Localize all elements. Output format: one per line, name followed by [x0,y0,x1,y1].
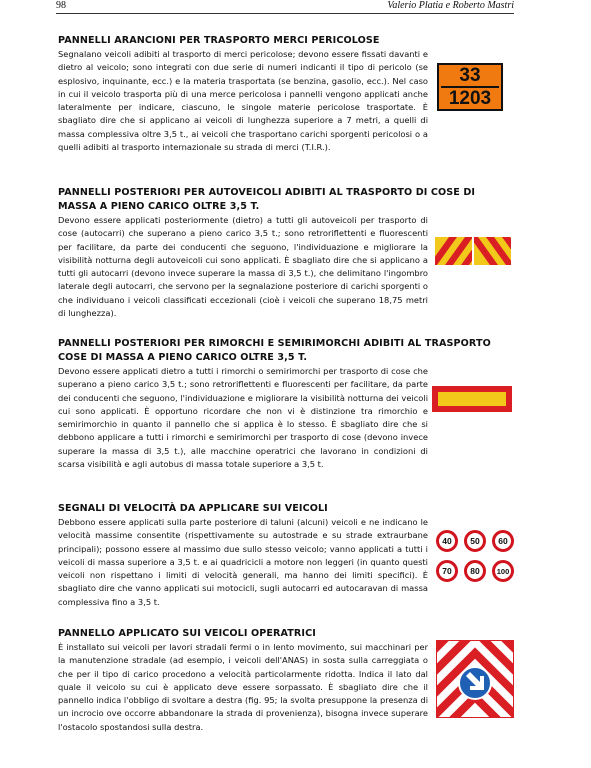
section-title: SEGNALI DI VELOCITÀ DA APPLICARE SUI VEICOLI [58,503,328,514]
section-title: PANNELLO APPLICATO SUI VEICOLI OPERATRICI [58,628,316,639]
striped-panel-right [470,237,511,265]
un-material-number: 1203 [448,87,492,109]
speed-limit-80-sign: 80 [464,560,486,582]
orange-hazard-panel [437,63,503,111]
section-title: PANNELLI POSTERIORI PER AUTOVEICOLI ADIBITI AL TRASPORTO DI COSE DI MASSA A PIENO CARICO OLTRE 3,5 T. [58,187,476,212]
section-title: PANNELLI ARANCIONI PER TRASPORTO MERCI PERICOLOSE [58,35,380,46]
section-body: Segnalano veicoli adibiti al trasporto di merci pericolose; devono essere fissati davanti e dietro al veicolo; sono integrati con due serie di numeri indicanti il tipo di pericolo (se esplosivo, inquinante, ecc.) e la materia trasportata (se benzina, gasolio, ecc.). Nel caso in cui il veicolo trasporta più di una merce pericolosa i pannelli vengono applicati anche lateralmente per indicare, ciascuno, le singole materie pericolose trasportate. È sbagliato dire che si applicano ai veicoli di lunghezza superiore a 7 metri, a quelli di massa complessiva oltre 3,5 t., ai veicoli che trasportano carichi sporgenti pericolosi o a quelli adibiti al trasporto internazionale su strada di merci (T.I.R.). [58,49,428,153]
operating-vehicle-panel-figure [436,640,514,718]
section-body: Devono essere applicati dietro a tutti i rimorchi o semirimorchi per trasporto di cose che superano a pieno carico 3,5 t.; sono retroriflettenti e fluorescenti per facilitare, da parte dei conducenti che seguono, l'individuazione e migliorare la visibilità notturna dei veicoli cui sono applicati. È opportuno ricordare che non vi è distinzione tra rimorchio e semirimorchio in quanto il pannello che si applica è lo stesso. È sbagliato dire che si debbono applicare a tutti i rimorchi e semirimorchi per trasporto di cose (devono invece superare la massa di 3,5 t.), alle macchine operatrici che lavorano in condizioni di scarsa visibilità e agli autobus di massa totale superiore a 3,5 t. [58,366,428,470]
section-speed-signs [58,502,428,609]
section-operating-vehicle-panel [58,627,428,734]
speed-limit-60-sign: 60 [492,530,514,552]
hazard-id-number: 33 [459,64,481,86]
speed-limit-40-sign: 40 [436,530,458,552]
speed-limit-100-sign: 100 [492,560,514,582]
keep-right-icon [459,667,491,699]
section-body: È installato sui veicoli per lavori stradali fermi o in lento movimento, sui macchinari per la manutenzione stradale (ad esempio, i veicoli dell'ANAS) in sosta sulla carreggiata o che per il tipo di carico procedono a velocità particolarmente ridotta. Indica il lato dal quale il veicolo su cui è applicato deve essere sorpassato. È sbagliato dire che il pannello indica l'obbligo di svoltare a destra (fig. 95; la svolta presuppone la presenza di un incrocio ove occorre abbandonare la strada di provenienza), bisogna invece superare l'ostacolo spostandosi sulla destra. [58,642,428,732]
section-orange-panels [58,34,428,154]
striped-rear-panel-figure [435,237,511,265]
section-body: Debbono essere applicati sulla parte posteriore di taluni (alcuni) veicoli e ne indicano le velocità massime consentite (rispettivamente su autostrade e su strade extraurbane principali); possono essere al massimo due sullo stesso veicolo; vanno applicati a tutti i veicoli di massa superiore a 3,5 t. e ai quadricicli a motore non leggeri (in quanto questi veicoli non rispettano i limiti di velocità generali, ma hanno dei limiti specifici). È sbagliato dire che vanno applicati sui motocicli, sugli autocarri ed autocaravan di massa complessiva fino a 3,5 t. [58,517,428,607]
running-header [56,0,514,14]
speed-signs-figure [436,530,516,582]
trailer-rear-panel-figure [432,386,512,412]
running-header-authors: Valerio Platia e Roberto Mastri [387,0,514,11]
page-number: 98 [56,0,66,11]
speed-limit-70-sign: 70 [436,560,458,582]
section-title: PANNELLI POSTERIORI PER RIMORCHI E SEMIRIMORCHI ADIBITI AL TRASPORTO COSE DI MASSA A PIENO CARICO OLTRE 3,5 T. [58,338,491,363]
section-body: Devono essere applicati posteriormente (dietro) a tutti gli autoveicoli per trasporto di cose (autocarri) che superano a pieno carico 3,5 t.; sono retroriflettenti e fluorescenti per facilitare, da parte dei conducenti che seguono, l'individuazione e migliorare la visibilità notturna degli autoveicoli cui sono applicati. È sbagliato dire che si applicano a tutti gli autocarri (devono invece superare la massa di 3,5 t.), che delimitano l'ingombro laterale degli autocarri, che servono per la segnalazione posteriore di carichi sporgenti o che individuano i veicoli classificati eccezionali (cioè i veicoli che superano 18,75 metri di lunghezza). [58,215,428,319]
speed-limit-50-sign: 50 [464,530,486,552]
